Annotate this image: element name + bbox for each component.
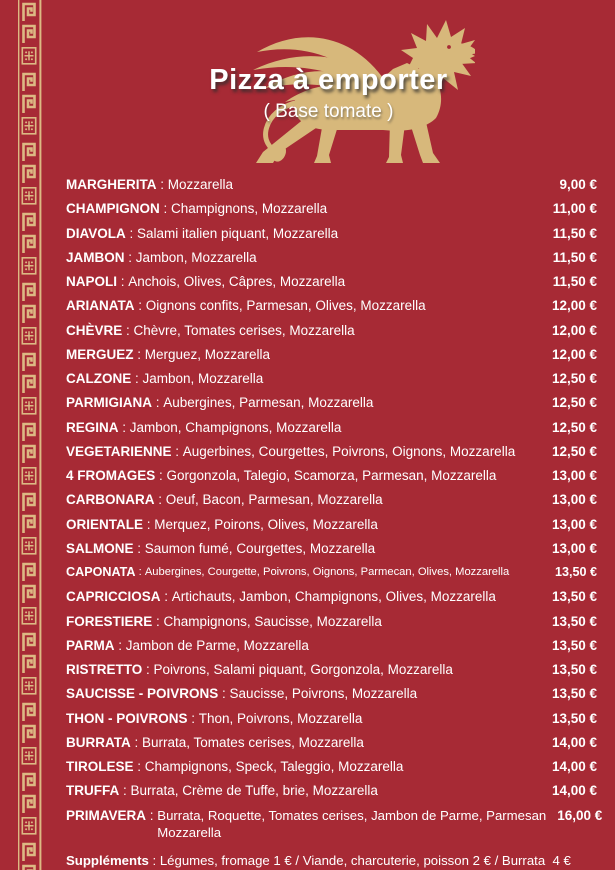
- item-description: [154, 516, 541, 533]
- menu-row: [66, 685, 597, 709]
- item-name: VEGETARIENNE: [66, 443, 172, 459]
- item-price: 13,50 €: [551, 613, 597, 629]
- supplements-note: [66, 852, 597, 869]
- item-price: 11,50 €: [552, 274, 597, 289]
- item-name: NAPOLI: [66, 274, 118, 289]
- item-description-line1: Thon, Poivrons, Mozzarella: [198, 710, 363, 726]
- item-description: [143, 370, 541, 387]
- item-separator: :: [160, 589, 172, 605]
- item-price: 12,00 €: [551, 322, 597, 338]
- item-name: MERGUEZ: [66, 346, 134, 362]
- item-description: [146, 297, 541, 314]
- item-name: CHAMPIGNON: [66, 201, 160, 217]
- menu-row: [66, 588, 597, 612]
- item-description-line1: Gorgonzola, Talegio, Scamorza, Parmesan, Mozzarella: [166, 468, 497, 483]
- item-separator: :: [218, 686, 230, 702]
- item-description-line1: Aubergines, Courgette, Poivrons, Oignons, Parmecan, Olives, Mozzarella: [144, 566, 510, 578]
- page-title: Pizza à emporter: [209, 64, 448, 96]
- item-description-line1: Saumon fumé, Courgettes, Mozzarella: [144, 540, 376, 556]
- supplements-text: Légumes, fromage 1 € / Viande, charcuterie, poisson 2 € / Burrata 4 €: [159, 852, 571, 868]
- item-description-line1: Salami italien piquant, Mozzarella: [137, 225, 339, 241]
- item-description-line1: Jambon, Mozzarella: [135, 249, 257, 265]
- item-description: [134, 322, 541, 339]
- item-price: 13,50 €: [551, 637, 597, 653]
- item-description: [128, 273, 541, 290]
- item-description: [154, 661, 541, 678]
- item-name: PARMIGIANA: [66, 395, 152, 411]
- item-description-line1: Aubergines, Parmesan, Mozzarella: [163, 395, 374, 411]
- menu-row: [66, 200, 597, 224]
- item-description-line1: Poivrons, Salami piquant, Gorgonzola, Mozzarella: [153, 662, 453, 677]
- item-description: [230, 685, 541, 702]
- item-separator: :: [155, 468, 167, 483]
- item-description: [172, 588, 541, 605]
- page-subtitle: ( Base tomate ): [263, 101, 394, 122]
- item-description-line1: Anchois, Olives, Câpres, Mozzarella: [128, 274, 346, 289]
- menu-row: [66, 661, 597, 685]
- menu-row: [66, 758, 597, 782]
- item-name: REGINA: [66, 419, 119, 435]
- item-price: 9,00 €: [559, 177, 597, 192]
- item-name: CAPONATA: [66, 565, 136, 579]
- item-separator: :: [122, 322, 134, 338]
- supplements-separator: :: [148, 852, 160, 868]
- menu-row: [66, 322, 597, 346]
- menu-row: [66, 613, 597, 637]
- menu-row: [66, 225, 597, 249]
- item-separator: :: [130, 734, 143, 750]
- item-name: SAUCISSE - POIVRONS: [66, 686, 219, 702]
- item-name: PRIMAVERA: [66, 807, 147, 823]
- item-separator: :: [152, 395, 164, 411]
- item-description-line1: Burrata, Tomates cerises, Mozzarella: [142, 734, 364, 750]
- item-description: [199, 710, 541, 727]
- menu-row: [66, 273, 597, 297]
- item-description: [142, 734, 541, 751]
- item-separator: :: [117, 274, 129, 289]
- item-name: 4 FROMAGES: [66, 468, 156, 483]
- item-description-line1: Champignons, Speck, Taleggio, Mozzarella: [144, 759, 404, 774]
- item-separator: :: [118, 419, 130, 435]
- menu-row: [66, 637, 597, 661]
- item-separator: :: [146, 807, 158, 823]
- item-price: 13,50 €: [551, 710, 597, 726]
- item-name: TRUFFA: [66, 783, 120, 799]
- item-name: SALMONE: [66, 540, 134, 556]
- item-description: [126, 637, 541, 654]
- item-separator: :: [133, 346, 145, 362]
- item-description-line1: Champignons, Mozzarella: [171, 201, 328, 217]
- item-description-line1: Jambon, Mozzarella: [142, 371, 264, 386]
- item-separator: :: [142, 662, 154, 677]
- item-price: 12,50 €: [551, 371, 597, 386]
- item-description-line1: Burrata, Crème de Tuffe, brie, Mozzarella: [130, 783, 378, 799]
- item-description-line1: Chèvre, Tomates cerises, Mozzarella: [133, 322, 355, 338]
- supplements-label: Suppléments: [66, 852, 149, 868]
- item-description: [145, 346, 541, 363]
- item-price: 13,50 €: [554, 565, 597, 579]
- item-description-line1: Merguez, Mozzarella: [144, 346, 271, 362]
- item-name: THON - POIVRONS: [66, 710, 188, 726]
- item-name: ARIANATA: [66, 298, 135, 314]
- item-description-line1: Oeuf, Bacon, Parmesan, Mozzarella: [165, 492, 383, 508]
- menu-row: [66, 564, 597, 588]
- menu-row: [66, 419, 597, 443]
- item-name: JAMBON: [66, 249, 125, 265]
- item-price: 12,50 €: [551, 419, 597, 435]
- item-name: MARGHERITA: [66, 177, 157, 192]
- item-separator: :: [171, 443, 183, 459]
- menu-row: [66, 297, 597, 321]
- item-description-line1: Artichauts, Jambon, Champignons, Olives, Mozzarella: [171, 589, 496, 605]
- item-separator: :: [124, 249, 136, 265]
- item-separator: :: [159, 201, 172, 217]
- item-name: RISTRETTO: [66, 662, 143, 677]
- item-separator: :: [125, 225, 138, 241]
- item-description: [164, 613, 541, 630]
- item-name: TIROLESE: [66, 759, 134, 774]
- item-separator: :: [133, 540, 145, 556]
- menu-row: [66, 540, 597, 564]
- item-description: [167, 467, 541, 484]
- item-separator: :: [131, 371, 143, 386]
- header: [42, 0, 615, 176]
- menu-row: [66, 176, 597, 200]
- menu-row: [66, 491, 597, 515]
- item-price: 14,00 €: [551, 783, 597, 799]
- item-description-line1: Burrata, Roquette, Tomates cerises, Jambon de Parme, Parmesan: [157, 807, 547, 823]
- item-description: [137, 225, 541, 242]
- item-separator: :: [133, 759, 145, 774]
- item-description: [131, 782, 541, 799]
- item-separator: :: [114, 637, 126, 653]
- item-price: 13,00 €: [551, 516, 597, 532]
- menu-row: [66, 710, 597, 734]
- menu-row: [66, 807, 603, 841]
- item-description: [145, 758, 541, 775]
- item-price: 11,50 €: [552, 249, 597, 265]
- item-description-line1: Merquez, Poirons, Olives, Mozzarella: [154, 516, 378, 532]
- item-price: 14,00 €: [551, 734, 597, 750]
- menu-row: [66, 782, 597, 806]
- item-description: [157, 807, 546, 841]
- menu-row: [66, 370, 597, 394]
- item-description: [168, 176, 541, 193]
- item-price: 16,00 €: [557, 807, 603, 823]
- item-separator: :: [135, 566, 145, 578]
- item-description: [145, 564, 541, 581]
- menu-row: [66, 516, 597, 540]
- item-name: PARMA: [66, 637, 115, 653]
- menu-row: [66, 443, 597, 467]
- item-description-line1: Mozzarella: [167, 177, 234, 192]
- item-price: 14,00 €: [551, 759, 597, 774]
- item-description: [163, 394, 541, 411]
- item-name: DIAVOLA: [66, 225, 126, 241]
- item-description-line1: Jambon, Champignons, Mozzarella: [129, 419, 342, 435]
- item-price: 13,50 €: [551, 686, 597, 702]
- greek-key-border: [0, 0, 42, 870]
- item-price: 13,00 €: [551, 468, 597, 483]
- item-description: [136, 249, 541, 266]
- item-price: 13,50 €: [551, 662, 597, 677]
- item-description: [130, 419, 541, 436]
- item-separator: :: [187, 710, 199, 726]
- menu-row: [66, 394, 597, 418]
- item-price: 13,00 €: [551, 492, 597, 508]
- item-description-line1: Champignons, Saucisse, Mozzarella: [163, 613, 382, 629]
- item-separator: :: [134, 298, 146, 314]
- item-price: 11,50 €: [552, 225, 597, 241]
- menu-row: [66, 467, 597, 491]
- item-description-line2: Mozzarella: [157, 824, 222, 840]
- item-name: FORESTIERE: [66, 613, 153, 629]
- item-description-line1: Saucisse, Poivrons, Mozzarella: [229, 686, 418, 702]
- item-price: 13,50 €: [551, 589, 597, 605]
- item-description-line1: Augerbines, Courgettes, Poivrons, Oignons, Mozzarella: [182, 443, 516, 459]
- item-price: 11,00 €: [552, 201, 597, 217]
- item-description: [166, 491, 541, 508]
- item-separator: :: [119, 783, 131, 799]
- item-name: CARBONARA: [66, 492, 155, 508]
- item-description-line1: Oignons confits, Parmesan, Olives, Mozzarella: [145, 298, 426, 314]
- item-description-line1: Jambon de Parme, Mozzarella: [125, 637, 309, 653]
- item-price: 12,50 €: [551, 395, 597, 411]
- item-description: [171, 200, 541, 217]
- item-name: CAPRICCIOSA: [66, 589, 161, 605]
- item-separator: :: [143, 516, 155, 532]
- item-name: ORIENTALE: [66, 516, 143, 532]
- item-price: 13,00 €: [551, 540, 597, 556]
- item-price: 12,50 €: [551, 443, 597, 459]
- menu-list: [66, 176, 603, 869]
- item-name: BURRATA: [66, 734, 131, 750]
- item-description: [183, 443, 541, 460]
- item-separator: :: [152, 613, 164, 629]
- item-separator: :: [154, 492, 166, 508]
- menu-row: [66, 346, 597, 370]
- item-description: [145, 540, 541, 557]
- menu-row: [66, 249, 597, 273]
- item-name: CALZONE: [66, 371, 132, 386]
- item-price: 12,00 €: [551, 298, 597, 314]
- item-name: CHÈVRE: [66, 322, 123, 338]
- item-separator: :: [156, 177, 168, 192]
- menu-row: [66, 734, 597, 758]
- item-price: 12,00 €: [551, 346, 597, 362]
